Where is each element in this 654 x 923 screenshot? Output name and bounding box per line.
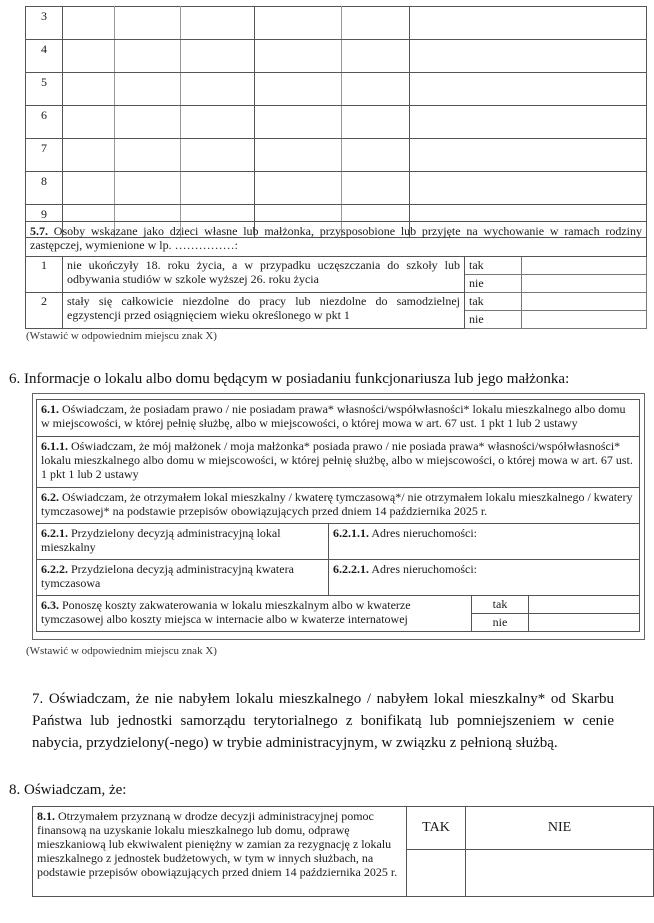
table-cell[interactable]	[410, 139, 647, 172]
item-lp: 1	[26, 257, 63, 293]
row-number: 3	[26, 7, 63, 40]
section-text: Ponoszę koszty zakwaterowania w lokalu mieszkalnym albo w kwaterze tymczasowej albo koszty miejsca w internacie albo w kwaterze internatowej	[41, 598, 411, 626]
address-field-6-2-2-1[interactable]	[329, 560, 640, 596]
yes-label: tak	[465, 293, 522, 311]
table-cell[interactable]	[255, 106, 342, 139]
table-cell[interactable]	[342, 172, 410, 205]
table-cell[interactable]	[255, 139, 342, 172]
row-6-1	[37, 400, 640, 437]
table-row	[26, 139, 647, 172]
table-cell[interactable]	[115, 172, 181, 205]
row-6-2-2	[37, 560, 640, 596]
no-checkbox[interactable]	[522, 311, 647, 329]
table-row	[26, 40, 647, 73]
row-8-1	[33, 807, 654, 850]
item-lp: 2	[26, 293, 63, 329]
table-cell[interactable]	[410, 172, 647, 205]
table-row	[26, 73, 647, 106]
no-checkbox[interactable]	[522, 275, 647, 293]
no-label: nie	[472, 614, 529, 632]
yes-checkbox[interactable]	[407, 850, 466, 897]
section-number: 6.2.	[41, 490, 59, 504]
table-cell[interactable]	[255, 7, 342, 40]
item-text: stały się całkowicie niezdolne do pracy lub niezdolne do samodzielnej egzystencji przed osiągnięciem wieku określonego w pkt 1	[63, 293, 465, 329]
section-number: 5.7.	[30, 224, 48, 238]
table-row	[26, 106, 647, 139]
table-cell[interactable]	[342, 139, 410, 172]
row-6-2-1	[37, 524, 640, 560]
section-8-heading: 8. Oświadczam, że:	[9, 782, 127, 798]
table-row	[26, 172, 647, 205]
no-checkbox[interactable]	[466, 850, 654, 897]
no-header: NIE	[466, 807, 654, 850]
section-text: Osoby wskazane jako dzieci własne lub małżonka, przysposobione lub przyjęte na wychowanie w ramach rodziny zastępczej, wymienione w lp. ……………:	[30, 224, 643, 252]
table-cell[interactable]	[410, 40, 647, 73]
table-row	[26, 257, 647, 275]
label-6-2-2	[37, 560, 329, 596]
row-6-1-1	[37, 437, 640, 488]
section-number: 6.3.	[41, 598, 59, 612]
statement-6-1-1[interactable]	[37, 437, 640, 488]
section-number: 6.1.1.	[41, 439, 68, 453]
yes-checkbox[interactable]	[522, 293, 647, 311]
section-7-statement: 7. Oświadczam, że nie nabyłem lokalu mieszkalnego / nabyłem lokal mieszkalny* od Skarbu Państwa lub jednostki samorządu terytorialnego z bonifikatą lub pomniejszeniem w cenie nabycia, przydzielony(-nego) w trybie administracyjnym, w związku z pełnioną służbą.	[32, 691, 614, 751]
table-cell[interactable]	[63, 73, 115, 106]
section-6-heading: 6. Informacje o lokalu albo domu będącym w posiadaniu funkcjonariusza lub jego małżonka:	[9, 371, 570, 387]
statement-6-1[interactable]	[37, 400, 640, 437]
table-cell[interactable]	[342, 40, 410, 73]
section-5-7-header-row	[26, 222, 647, 257]
section-6-table	[36, 399, 640, 632]
section-number: 6.2.2.1.	[333, 562, 369, 576]
row-number: 5	[26, 73, 63, 106]
table-cell[interactable]	[115, 139, 181, 172]
label-6-3	[37, 596, 472, 632]
table-cell[interactable]	[255, 40, 342, 73]
section-text: Oświadczam, że mój małżonek / moja małżonka* posiada prawo / nie posiada prawa* własności/współwłasności* lokalu mieszkalnego albo domu w miejscowości, w której pełnię służbę, albo w miejscowości, o której mowa w art. 67 ust. 1 pkt 1 lub 2 ustawy	[41, 439, 633, 481]
section-text: Oświadczam, że otrzymałem lokal mieszkalny / kwaterę tymczasową*/ nie otrzymałem lokalu mieszkalnego / kwatery tymczasowej* na podstawie przepisów obowiązujących przed dniem 14 października 2025 r.	[41, 490, 633, 518]
table-cell[interactable]	[115, 40, 181, 73]
table-cell[interactable]	[115, 106, 181, 139]
statement-8-1	[33, 807, 407, 897]
no-checkbox[interactable]	[529, 614, 640, 632]
yes-label: tak	[472, 596, 529, 614]
yes-checkbox[interactable]	[529, 596, 640, 614]
table-cell[interactable]	[255, 73, 342, 106]
table-cell[interactable]	[342, 106, 410, 139]
instruction-note: (Wstawić w odpowiednim miejscu znak X)	[26, 645, 217, 657]
yes-label: tak	[465, 257, 522, 275]
label-6-2-1	[37, 524, 329, 560]
section-number: 6.2.1.	[41, 526, 68, 540]
section-5-7-header	[26, 222, 647, 257]
table-cell[interactable]	[181, 139, 255, 172]
persons-table	[25, 6, 647, 238]
section-text: Oświadczam, że posiadam prawo / nie posiadam prawa* własności/współwłasności* lokalu mieszkalnego albo domu w miejscowości, w której pełnię służbę, albo w miejscowości, o której mowa w art. 67 ust. 1 pkt 1 lub 2 ustawy	[41, 402, 626, 430]
table-cell[interactable]	[115, 73, 181, 106]
table-cell[interactable]	[410, 106, 647, 139]
section-text: Adres nieruchomości:	[371, 526, 477, 540]
section-text: Przydzielona decyzją administracyjną kwatera tymczasowa	[41, 562, 294, 590]
section-number: 6.2.1.1.	[333, 526, 369, 540]
row-number: 4	[26, 40, 63, 73]
row-6-2	[37, 488, 640, 524]
section-text: Przydzielony decyzją administracyjną lokal mieszkalny	[41, 526, 281, 554]
section-8-table	[32, 806, 654, 897]
table-row	[26, 293, 647, 311]
table-cell[interactable]	[63, 7, 115, 40]
address-field-6-2-1-1[interactable]	[329, 524, 640, 560]
section-number: 6.1.	[41, 402, 59, 416]
section-number: 8.1.	[37, 809, 55, 823]
row-number: 7	[26, 139, 63, 172]
row-number: 8	[26, 172, 63, 205]
row-number: 9	[26, 205, 63, 238]
section-5-7-table	[25, 221, 647, 329]
instruction-note: (Wstawić w odpowiednim miejscu znak X)	[26, 330, 217, 342]
table-cell[interactable]	[342, 7, 410, 40]
table-cell[interactable]	[181, 7, 255, 40]
no-label: nie	[465, 311, 522, 329]
row-number: 6	[26, 106, 63, 139]
table-cell[interactable]	[63, 106, 115, 139]
table-cell[interactable]	[410, 7, 647, 40]
table-cell[interactable]	[181, 40, 255, 73]
table-cell[interactable]	[410, 73, 647, 106]
table-cell[interactable]	[342, 73, 410, 106]
no-label: nie	[465, 275, 522, 293]
table-row	[26, 7, 647, 40]
table-cell[interactable]	[181, 73, 255, 106]
yes-header: TAK	[407, 807, 466, 850]
section-number: 6.2.2.	[41, 562, 68, 576]
table-cell[interactable]	[63, 139, 115, 172]
row-6-3	[37, 596, 640, 614]
section-text: Adres nieruchomości:	[371, 562, 477, 576]
item-text: nie ukończyły 18. roku życia, a w przypadku uczęszczania do szkoły lub odbywania studiów w szkole wyższej 26. roku życia	[63, 257, 465, 293]
yes-checkbox[interactable]	[522, 257, 647, 275]
table-cell[interactable]	[181, 106, 255, 139]
table-cell[interactable]	[115, 7, 181, 40]
section-text: Otrzymałem przyznaną w drodze decyzji administracyjnej pomoc finansową na uzyskanie lokalu mieszkalnego lub domu, odprawę mieszkaniową lub ekwiwalent pieniężny w zamian za rezygnację z lokalu mieszkalnego z jednostek budżetowych, w tym w innych służbach, na podstawie przepisów obowiązujących przed dniem 14 października 2025 r.	[37, 809, 398, 879]
table-cell[interactable]	[181, 172, 255, 205]
table-cell[interactable]	[255, 172, 342, 205]
statement-6-2[interactable]	[37, 488, 640, 524]
table-cell[interactable]	[63, 40, 115, 73]
table-cell[interactable]	[63, 172, 115, 205]
